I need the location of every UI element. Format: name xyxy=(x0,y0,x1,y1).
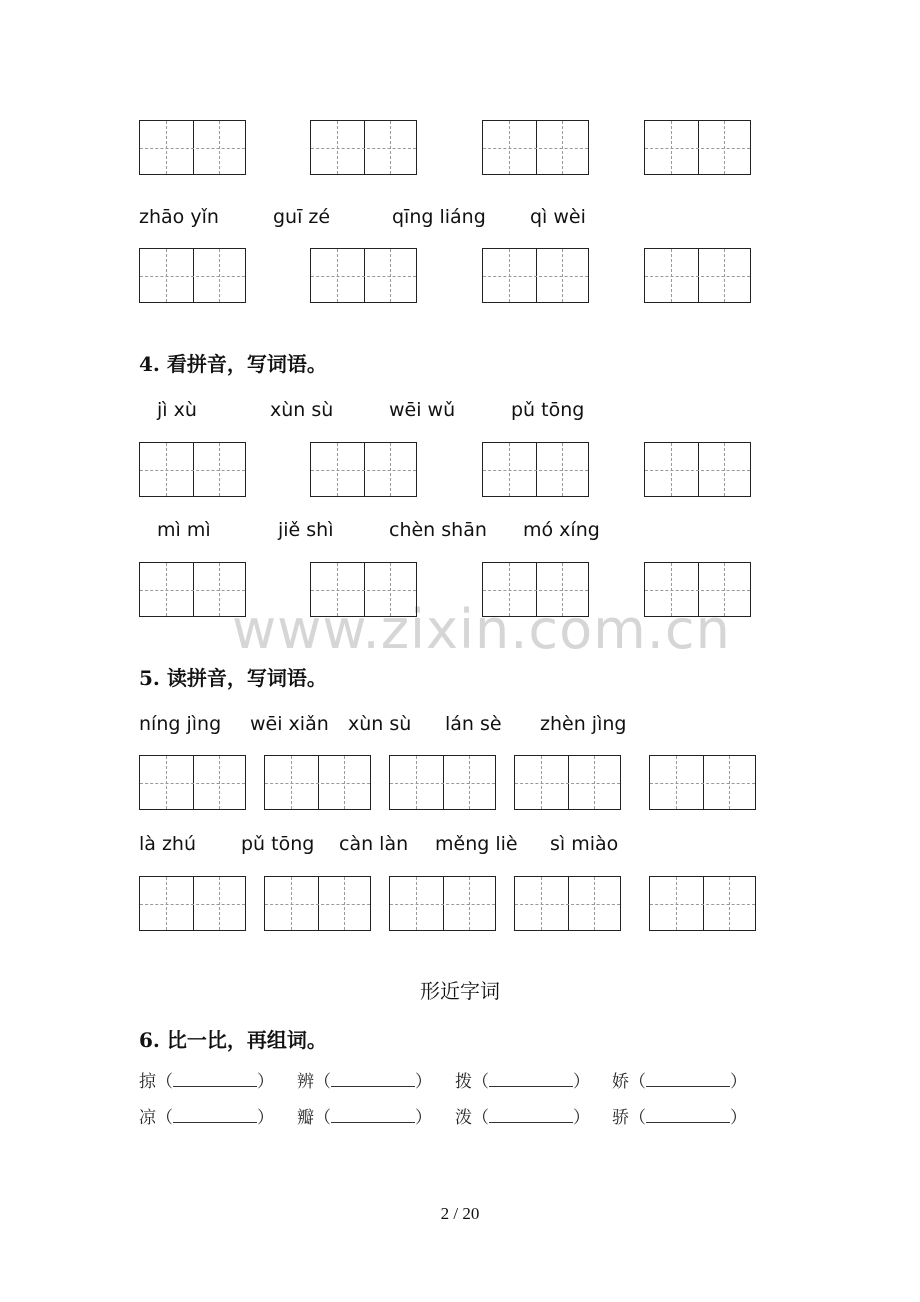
writing-grid[interactable] xyxy=(310,248,417,303)
pinyin-mo-xing: mó xíng xyxy=(523,519,600,541)
writing-grid[interactable] xyxy=(310,562,417,617)
pinyin-pu-tong-2: pǔ tōng xyxy=(241,833,315,855)
answer-blank[interactable] xyxy=(646,1106,730,1123)
pinyin-zhao-yin: zhāo yǐn xyxy=(139,206,219,228)
compare-item: 辨（ ） xyxy=(297,1072,432,1092)
pinyin-qing-liang: qīng liáng xyxy=(392,206,486,228)
pinyin-gui-ze: guī zé xyxy=(273,206,331,228)
answer-blank[interactable] xyxy=(646,1070,730,1087)
writing-grid[interactable] xyxy=(139,120,246,175)
compare-item: 瓣（ ） xyxy=(297,1108,432,1128)
section-6-heading: 6. 比一比，再组词。 xyxy=(139,1028,327,1052)
writing-grid[interactable] xyxy=(644,562,751,617)
pinyin-qi-wei: qì wèi xyxy=(530,206,586,228)
pinyin-pu-tong: pǔ tōng xyxy=(511,399,585,421)
pinyin-wei-wu: wēi wǔ xyxy=(389,399,456,421)
section-4-heading: 4. 看拼音，写词语。 xyxy=(139,352,327,376)
writing-grid[interactable] xyxy=(482,248,589,303)
writing-grid[interactable] xyxy=(139,562,246,617)
writing-grid[interactable] xyxy=(310,120,417,175)
pinyin-xun-su-2: xùn sù xyxy=(348,713,412,735)
compare-item: 拨（ ） xyxy=(455,1072,590,1092)
compare-item: 娇（ ） xyxy=(612,1072,747,1092)
writing-grid[interactable] xyxy=(482,442,589,497)
pinyin-mi-mi: mì mì xyxy=(157,519,211,541)
pinyin-zhen-jing: zhèn jìng xyxy=(540,713,627,735)
pinyin-xun-su: xùn sù xyxy=(270,399,334,421)
answer-blank[interactable] xyxy=(489,1106,573,1123)
pinyin-ji-xu: jì xù xyxy=(157,399,197,421)
section-5-heading: 5. 读拼音，写词语。 xyxy=(139,666,327,690)
pinyin-can-lan: càn làn xyxy=(339,833,409,855)
compare-item: 掠（ ） xyxy=(139,1072,274,1092)
pinyin-lan-se: lán sè xyxy=(445,713,502,735)
pinyin-ning-jing: níng jìng xyxy=(139,713,222,735)
section-title: 形近字词 xyxy=(420,979,500,1003)
writing-grid[interactable] xyxy=(482,120,589,175)
pinyin-si-miao: sì miào xyxy=(550,833,619,855)
compare-item: 凉（ ） xyxy=(139,1108,274,1128)
writing-grid[interactable] xyxy=(389,755,496,810)
pinyin-wei-xian: wēi xiǎn xyxy=(250,713,329,735)
writing-grid[interactable] xyxy=(139,876,246,931)
writing-grid[interactable] xyxy=(389,876,496,931)
answer-blank[interactable] xyxy=(331,1106,415,1123)
pinyin-jie-shi: jiě shì xyxy=(278,519,334,541)
writing-grid[interactable] xyxy=(514,876,621,931)
writing-grid[interactable] xyxy=(649,876,756,931)
pinyin-la-zhu: là zhú xyxy=(139,833,197,855)
answer-blank[interactable] xyxy=(173,1070,257,1087)
answer-blank[interactable] xyxy=(489,1070,573,1087)
answer-blank[interactable] xyxy=(173,1106,257,1123)
writing-grid[interactable] xyxy=(264,755,371,810)
writing-grid[interactable] xyxy=(139,755,246,810)
compare-item: 骄（ ） xyxy=(612,1108,747,1128)
writing-grid[interactable] xyxy=(482,562,589,617)
writing-grid[interactable] xyxy=(644,442,751,497)
writing-grid[interactable] xyxy=(139,442,246,497)
pinyin-meng-lie: měng liè xyxy=(435,833,518,855)
writing-grid[interactable] xyxy=(644,248,751,303)
writing-grid[interactable] xyxy=(644,120,751,175)
writing-grid[interactable] xyxy=(514,755,621,810)
compare-item: 泼（ ） xyxy=(455,1108,590,1128)
writing-grid[interactable] xyxy=(264,876,371,931)
writing-grid[interactable] xyxy=(649,755,756,810)
watermark: www.zixin.com.cn xyxy=(232,598,731,661)
writing-grid[interactable] xyxy=(310,442,417,497)
page-number: 2 / 20 xyxy=(440,1204,480,1223)
answer-blank[interactable] xyxy=(331,1070,415,1087)
writing-grid[interactable] xyxy=(139,248,246,303)
pinyin-chen-shan: chèn shān xyxy=(389,519,487,541)
